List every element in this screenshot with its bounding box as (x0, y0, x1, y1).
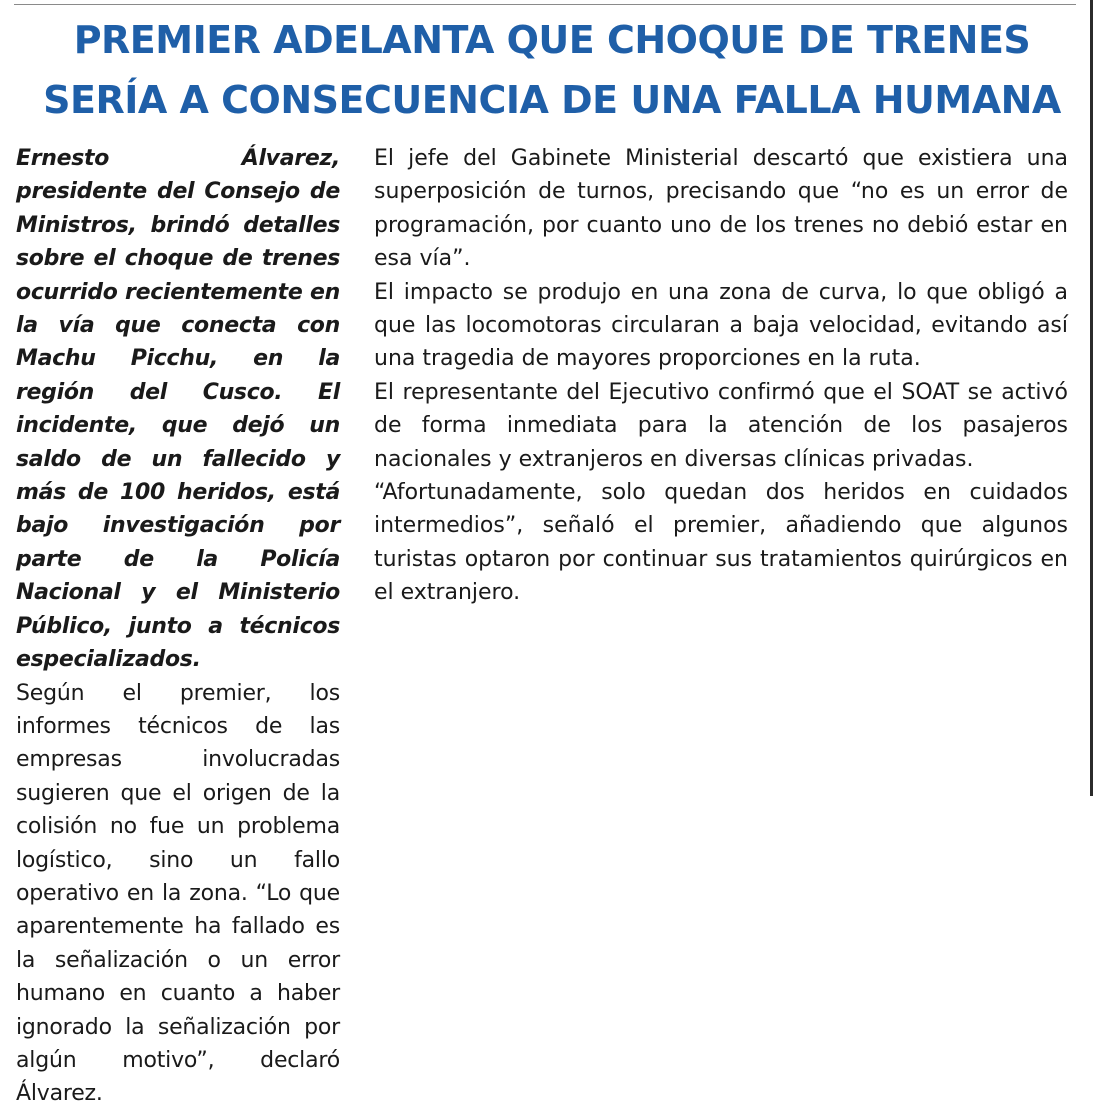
headline-line-2: SERÍA A CONSECUENCIA DE UNA FALLA HUMANA (43, 78, 1061, 122)
body-paragraph-3: El impacto se produjo en una zona de curva, lo que obligó a que las locomotoras circularan a baja velocidad, evitando así una tragedia de mayores proporciones en la ruta. (374, 279, 1068, 372)
right-text-column (374, 142, 1068, 610)
top-divider (14, 4, 1076, 5)
article-headline (14, 10, 1090, 130)
body-paragraph-5: “Afortunadamente, solo quedan dos heridos en cuidados intermedios”, señaló el premier, añadiendo que algunos turistas optaron por continuar sus tratamientos quirúrgicos en el extranjero. (374, 480, 1068, 606)
left-text-column (16, 142, 340, 1111)
body-paragraph-2: El jefe del Gabinete Ministerial descartó que existiera una superposición de turnos, precisando que “no es un error de programación, por cuanto uno de los trenes no debió estar en esa vía”. (374, 146, 1068, 272)
right-column-rule (1090, 0, 1093, 796)
headline-line-1: PREMIER ADELANTA QUE CHOQUE DE TRENES (73, 18, 1031, 62)
body-paragraph-1 (16, 677, 340, 1111)
body-paragraph-1-text: Según el premier, los informes técnicos de las empresas involucradas sugieren que el origen de la colisión no fue un problema logístico, sino un fallo operativo en la zona. “Lo que aparentemente ha fallado es la señalización o un error humano en cuanto a haber ignorado la señalización por algún motivo”, declaró Álvarez. (16, 680, 340, 1107)
body-paragraph-4: El representante del Ejecutivo confirmó que el SOAT se activó de forma inmediata para la atención de los pasajeros nacionales y extranjeros en diversas clínicas privadas. (374, 379, 1068, 472)
lead-paragraph: Ernesto Álvarez, presidente del Consejo de Ministros, brindó detalles sobre el choque de trenes ocurrido recientemente en la vía que conecta con Machu Picchu, en la región del Cusco. El incidente, que dejó un saldo de un fallecido y más de 100 heridos, está bajo investigación por parte de la Policía Nacional y el Ministerio Público, junto a técnicos especializados. (16, 146, 340, 673)
